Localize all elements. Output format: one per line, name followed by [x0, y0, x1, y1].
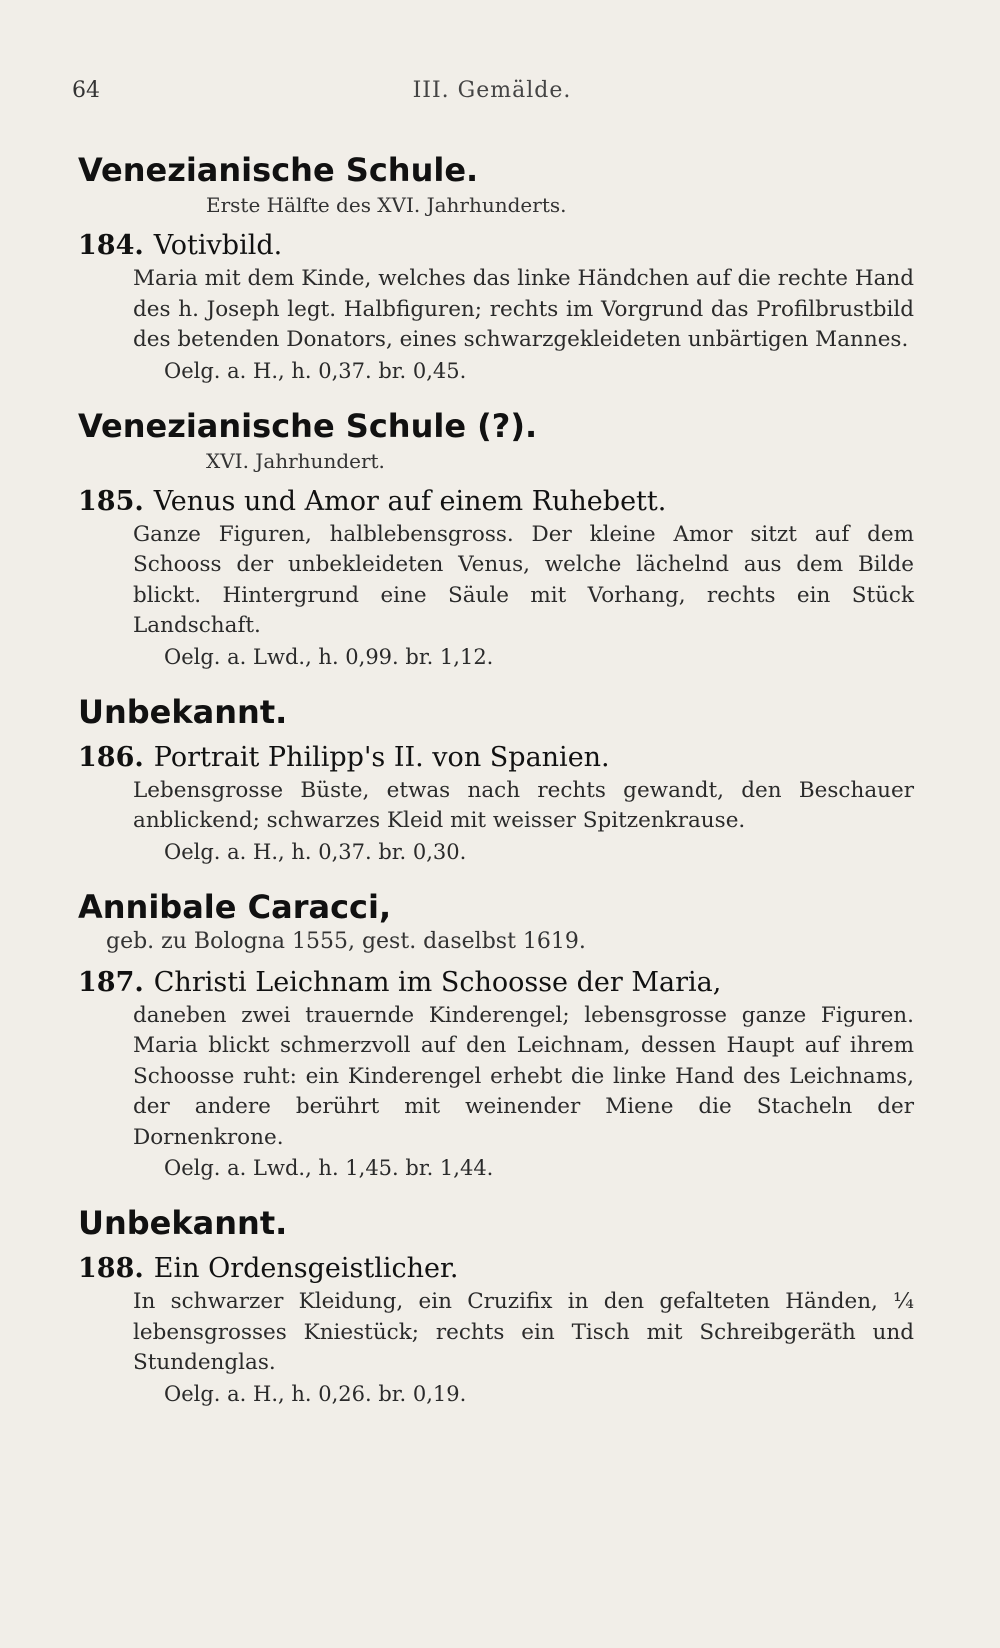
section-title: Venezianische Schule (?).	[78, 406, 538, 445]
section-title: Annibale Caracci,	[78, 887, 392, 926]
page-body	[78, 152, 914, 1409]
entry-medium-dimensions: Oelg. a. H., h. 0,37. br. 0,30.	[164, 839, 467, 864]
artist-life-dates: geb. zu Bologna 1555, gest. daselbst 1619.	[106, 928, 586, 954]
catalog-entry-title	[78, 486, 914, 518]
entry-description: Maria mit dem Kinde, welches das linke Händchen auf die rechte Hand des h. Joseph legt. Halbfiguren; rechts im Vorgrund das Profilbrustbild des betenden Donators, eines schwarzgekleideten unbärtigen Mannes.	[133, 266, 914, 352]
section-subtitle: XVI. Jahrhundert.	[206, 448, 385, 473]
catalog-entry-title	[78, 230, 914, 262]
catalog-entry-title	[78, 742, 914, 774]
section-title: Venezianische Schule.	[78, 151, 479, 189]
section-subtitle: Erste Hälfte des XVI. Jahrhunderts.	[206, 193, 567, 217]
entry-number: 188.	[78, 1253, 144, 1284]
entry-number: 184.	[78, 230, 144, 261]
page-number: 64	[72, 78, 100, 103]
entry-number: 187.	[78, 966, 144, 998]
entry-name: Venus und Amor auf einem Ruhebett.	[153, 485, 667, 517]
entry-name: Votivbild.	[153, 230, 283, 261]
entry-name: Ein Ordensgeistlicher.	[153, 1253, 459, 1284]
entry-number: 185.	[78, 485, 144, 517]
entry-medium-dimensions: Oelg. a. H., h. 0,37. br. 0,45.	[164, 358, 467, 383]
section-title: Unbekannt.	[78, 1204, 288, 1242]
entry-name: Christi Leichnam im Schoosse der Maria,	[153, 966, 722, 998]
entry-description: daneben zwei trauernde Kinderengel; lebensgrosse ganze Figuren. Maria blickt schmerzvoll auf den Leichnam, dessen Haupt auf ihrem Schoosse ruht: ein Kinderengel erhebt die linke Hand des Leichnams, der andere berührt mit weinender Miene die Stacheln der Dornenkrone.	[133, 1002, 914, 1150]
entry-description: Ganze Figuren, halblebensgross. Der kleine Amor sitzt auf dem Schooss der unbekleideten Venus, welche lächelnd aus dem Bilde blickt. Hintergrund eine Säule mit Vorhang, rechts ein Stück Landschaft.	[133, 521, 914, 638]
section-title: Unbekannt.	[78, 692, 288, 731]
running-head: III. Gemälde.	[412, 78, 572, 103]
entry-medium-dimensions: Oelg. a. H., h. 0,26. br. 0,19.	[164, 1381, 467, 1406]
entry-description: Lebensgrosse Büste, etwas nach rechts gewandt, den Beschauer anblickend; schwarzes Kleid mit weisser Spitzenkrause.	[133, 777, 914, 833]
page-header	[72, 78, 912, 108]
catalog-entry-title	[78, 1253, 914, 1285]
entry-description: In schwarzer Kleidung, ein Cruzifix in den gefalteten Händen, ¼ lebensgrosses Kniestück; rechts ein Tisch mit Schreibgeräth und Stundenglas.	[133, 1289, 914, 1375]
entry-number: 186.	[78, 741, 144, 773]
entry-medium-dimensions: Oelg. a. Lwd., h. 1,45. br. 1,44.	[164, 1156, 494, 1180]
entry-name: Portrait Philipp's II. von Spanien.	[153, 741, 610, 773]
catalog-entry-title	[78, 967, 914, 999]
entry-medium-dimensions: Oelg. a. Lwd., h. 0,99. br. 1,12.	[164, 644, 494, 669]
